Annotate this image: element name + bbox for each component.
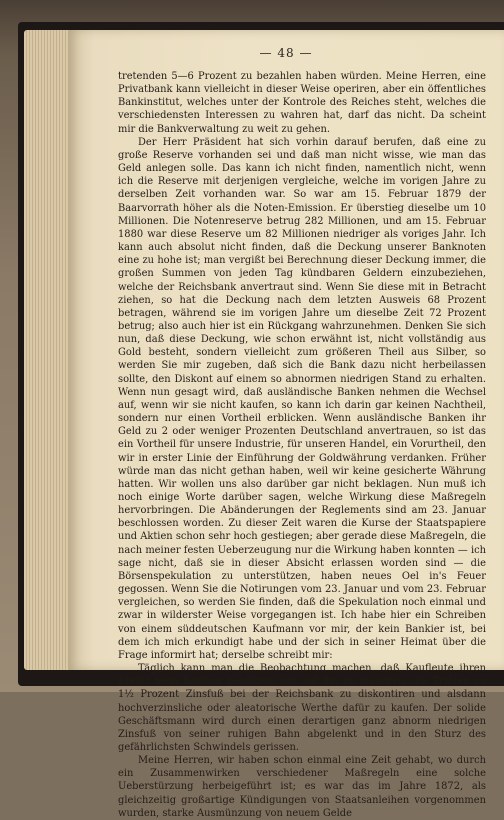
paragraph-3-quote: Täglich kann man die Beobachtung machen, daß Kaufleute ihren Kredit beim Bankier benutzen, um auf ihn zu trassiren, die Tratten zu 1½ Prozent Zinsfuß bei der Reichsbank zu diskontiren und alsdann hochverzinsliche oder aleatorische Werthe dafür zu kaufen. Der solide Geschäftsmann wird durch einen derartigen ganz abnorm niedrigen Zinsfuß von seiner ruhigen Bahn abgelenkt und in den Sturz des gefährlichsten Schwindels gerissen. bbox=[118, 663, 486, 753]
paragraph-4: Meine Herren, wir haben schon einmal eine Zeit gehabt, wo durch ein Zusammenwirken verschiedener Maßregeln eine solche Ueberstürzung herbeigeführt ist; es war das im Jahre 1872, als gleichzeitig großartige Kündigungen von Staatsanleihen vorgenommen wurden, starke Ausmünzung von neuem Gelde bbox=[118, 755, 486, 819]
paragraph-1: tretenden 5—6 Prozent zu bezahlen haben würden. Meine Herren, eine Privatbank kann vielleicht in dieser Weise operiren, aber ein öffentliches Bankinstitut, welches unter der Kontrole des Reiches steht, welches die verschiedensten Interessen zu wahren hat, darf das nicht. Da scheint mir die Bankverwaltung zu weit zu gehen. bbox=[118, 71, 486, 135]
page-text bbox=[118, 70, 486, 820]
book-page bbox=[68, 30, 504, 819]
page-number: — 48 — bbox=[259, 46, 313, 60]
paragraph-2: Der Herr Präsident hat sich vorhin darauf berufen, daß eine zu große Reserve vorhanden sei und daß man nicht wisse, wie man das Geld anlegen solle. Das kann ich nicht finden, namentlich nicht, wenn ich die Reserve mit derjenigen vergleiche, welche im vorigen Jahre zu derselben Zeit vorhanden war. So war am 15. Februar 1879 der Baarvorrath höher als die Noten-Emission. Er überstieg dieselbe um 10 Millionen. Die Notenreserve betrug 282 Millionen, und am 15. Februar 1880 war diese Reserve um 82 Millionen niedriger als voriges Jahr. Ich kann auch absolut nicht finden, daß die Deckung unserer Banknoten eine zu hohe ist; man vergißt bei Berechnung dieser Deckung immer, die großen Summen von jeden Tag kündbaren Geldern einzubeziehen, welche der Reichsbank anvertraut sind. Wenn Sie diese mit in Betracht ziehen, so hat die Deckung nach dem letzten Ausweis 68 Prozent betragen, während sie im vorigen Jahre um dieselbe Zeit 72 Prozent betrug; also auch hier ist ein Rückgang wahrzunehmen. Denken Sie sich nun, daß diese Deckung, wie schon erwähnt ist, nicht vollständig aus Gold besteht, sondern vielleicht zum größeren Theil aus Silber, so werden Sie mir zugeben, daß sich die Bank dazu nicht herbeilassen sollte, den Diskont auf einem so abnormen niedrigen Stand zu erhalten. Wenn nun gesagt wird, daß ausländische Banken nehmen die Wechsel auf, wenn wir sie nicht kaufen, so kann ich darin gar keinen Nachtheil, sondern nur einen Vortheil erblicken. Wenn ausländische Banken ihr Geld zu 2 oder weniger Prozenten Deutschland anvertrauen, so ist das ein Vortheil für unsere Industrie, für unseren Handel, ein Vorurtheil, den wir in erster Linie der Einführung der Goldwährung verdanken. Früher würde man das nicht gethan haben, weil wir keine gesicherte Währung hatten. Wir wollen uns also darüber gar nicht beklagen. Nun muß ich noch einige Worte darüber sagen, welche Wirkung diese Maßregeln hervorbringen. Die Abänderungen der Reglements sind am 23. Januar beschlossen worden. Zu dieser Zeit waren die Kurse der Staatspapiere und Aktien schon sehr hoch gestiegen; aber gerade diese Maßregeln, die nach meiner festen Ueberzeugung nur die Wirkung haben konnten — ich sage nicht, daß sie in dieser Absicht erlassen worden sind — die Börsenspekulation zu unterstützen, haben neues Oel in's Feuer gegossen. Wenn Sie die Notirungen vom 23. Januar und vom 23. Februar vergleichen, so werden Sie finden, daß die Spekulation noch einmal und zwar in wilderster Weise vorgegangen ist. Ich habe hier ein Schreiben von einem süddeutschen Kaufmann vor mir, der kein Bankier ist, bei dem ich mich erkundigt habe und der sich in seiner Heimat über die Frage informirt hat; derselbe schreibt mir: bbox=[118, 136, 486, 661]
